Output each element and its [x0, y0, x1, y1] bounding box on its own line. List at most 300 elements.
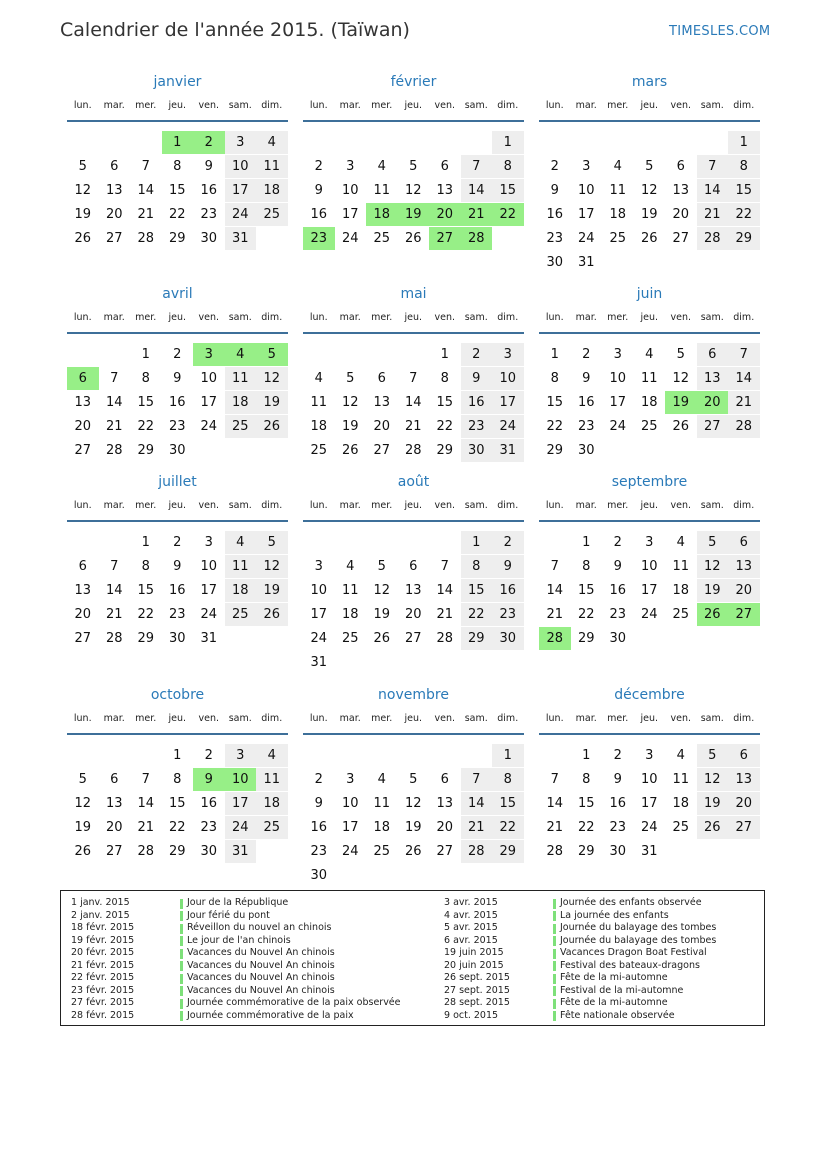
day-cell: 9: [204, 159, 213, 174]
day-cell: 25: [609, 231, 627, 246]
day-cell: 8: [141, 371, 150, 386]
day-cell-holiday: 5: [256, 343, 288, 366]
day-cell-holiday: 6: [67, 367, 99, 390]
day-cell: 16: [310, 820, 328, 835]
day-cell: 10: [225, 155, 257, 178]
day-cell: 3: [225, 131, 257, 154]
day-cell: 25: [672, 820, 690, 835]
day-cell: 28: [546, 844, 564, 859]
day-cell: 20: [105, 207, 123, 222]
day-cell: 15: [728, 179, 760, 202]
weekday-header: mar.: [103, 713, 125, 724]
day-cell: 29: [546, 443, 564, 458]
weekday-header: mer.: [607, 100, 629, 111]
day-cell: 9: [314, 183, 323, 198]
day-cell: 15: [137, 395, 155, 410]
weekday-header: mar.: [575, 312, 597, 323]
day-cell: 6: [697, 343, 729, 366]
day-cell: 7: [110, 559, 119, 574]
day-cell: 6: [676, 159, 685, 174]
legend-date: 19 févr. 2015: [71, 934, 135, 946]
legend-color-marker: [180, 974, 183, 984]
day-cell: 14: [137, 796, 155, 811]
day-cell: 22: [577, 607, 595, 622]
day-cell: 18: [225, 391, 257, 414]
day-cell: 4: [613, 159, 622, 174]
day-cell: 10: [492, 367, 524, 390]
day-cell: 26: [341, 443, 359, 458]
day-cell: 30: [200, 231, 218, 246]
day-cell: 31: [492, 439, 524, 462]
day-cell: 19: [74, 820, 92, 835]
day-cell: 30: [609, 844, 627, 859]
brand-link[interactable]: TIMESLES.COM: [669, 24, 771, 39]
day-cell: 22: [546, 419, 564, 434]
weekday-header: jeu.: [640, 100, 659, 111]
day-cell: 1: [141, 347, 150, 362]
weekday-header: lun.: [545, 312, 564, 323]
day-cell: 2: [613, 535, 622, 550]
day-cell: 20: [404, 607, 422, 622]
day-cell: 12: [74, 183, 92, 198]
day-cell: 1: [440, 347, 449, 362]
day-cell: 22: [168, 820, 186, 835]
day-cell: 7: [697, 155, 729, 178]
day-cell: 13: [404, 583, 422, 598]
day-cell: 3: [346, 159, 355, 174]
day-cell: 4: [645, 347, 654, 362]
day-cell: 4: [377, 772, 386, 787]
weekday-header: jeu.: [640, 312, 659, 323]
day-cell: 25: [672, 607, 690, 622]
day-cell: 9: [461, 367, 493, 390]
day-cell: 13: [105, 796, 123, 811]
legend-color-marker: [180, 999, 183, 1009]
weekday-header: mar.: [103, 500, 125, 511]
day-cell: 8: [173, 772, 182, 787]
day-cell: 22: [137, 607, 155, 622]
day-cell: 9: [613, 559, 622, 574]
day-cell: 29: [168, 231, 186, 246]
day-cell: 26: [404, 231, 422, 246]
weekday-header: ven.: [670, 312, 691, 323]
day-cell: 14: [461, 792, 493, 815]
day-cell-holiday: 19: [398, 203, 430, 226]
day-cell: 6: [377, 371, 386, 386]
day-cell: 1: [728, 131, 760, 154]
day-cell: 10: [577, 183, 595, 198]
day-cell: 19: [404, 820, 422, 835]
day-cell: 30: [492, 627, 524, 650]
day-cell: 6: [440, 159, 449, 174]
day-cell: 3: [492, 343, 524, 366]
day-cell: 23: [461, 415, 493, 438]
day-cell: 25: [373, 231, 391, 246]
weekday-header: ven.: [670, 500, 691, 511]
day-cell: 5: [377, 559, 386, 574]
day-cell-holiday: 28: [539, 627, 571, 650]
weekday-header: mar.: [575, 713, 597, 724]
day-cell: 3: [645, 748, 654, 763]
day-cell: 25: [640, 419, 658, 434]
day-cell: 29: [577, 844, 595, 859]
day-cell: 30: [168, 443, 186, 458]
day-cell: 13: [436, 183, 454, 198]
weekday-header: jeu.: [404, 500, 423, 511]
day-cell: 30: [310, 868, 328, 883]
legend-date: 26 sept. 2015: [444, 972, 510, 983]
day-cell: 16: [609, 796, 627, 811]
day-cell: 7: [440, 559, 449, 574]
day-cell: 23: [609, 820, 627, 835]
day-cell: 5: [409, 159, 418, 174]
day-cell: 11: [672, 559, 690, 574]
weekday-header: sam.: [700, 100, 724, 111]
weekday-header: lun.: [545, 713, 564, 724]
legend-color-marker: [553, 961, 556, 971]
day-cell: 20: [74, 607, 92, 622]
weekday-header: mar.: [575, 500, 597, 511]
day-cell: 29: [137, 443, 155, 458]
weekday-header: mer.: [607, 713, 629, 724]
day-cell: 29: [137, 631, 155, 646]
day-cell: 23: [168, 607, 186, 622]
day-cell: 21: [105, 419, 123, 434]
day-cell: 26: [74, 844, 92, 859]
day-cell: 27: [672, 231, 690, 246]
day-cell: 29: [168, 844, 186, 859]
day-cell: 2: [173, 347, 182, 362]
day-cell-holiday: 9: [193, 768, 225, 791]
day-cell: 7: [110, 371, 119, 386]
day-cell-holiday: 1: [162, 131, 194, 154]
header-rule: [539, 733, 760, 735]
day-cell: 4: [346, 559, 355, 574]
day-cell: 3: [645, 535, 654, 550]
day-cell: 29: [461, 627, 493, 650]
day-cell: 12: [697, 555, 729, 578]
legend-date: 1 janv. 2015: [71, 897, 130, 908]
day-cell: 9: [582, 371, 591, 386]
day-cell: 8: [582, 772, 591, 787]
day-cell: 28: [105, 443, 123, 458]
header-rule: [67, 733, 288, 735]
month-name: septembre: [611, 474, 688, 490]
day-cell-holiday: 4: [225, 343, 257, 366]
day-cell: 16: [168, 583, 186, 598]
legend-date: 6 avr. 2015: [444, 934, 498, 946]
day-cell: 27: [697, 415, 729, 438]
header-rule: [539, 520, 760, 522]
day-cell: 6: [728, 744, 760, 767]
day-cell: 21: [436, 607, 454, 622]
day-cell: 5: [697, 744, 729, 767]
day-cell: 27: [105, 844, 123, 859]
day-cell: 30: [609, 631, 627, 646]
weekday-header: ven.: [434, 100, 455, 111]
day-cell: 1: [582, 535, 591, 550]
day-cell: 30: [577, 443, 595, 458]
legend-date: 28 sept. 2015: [444, 997, 510, 1008]
day-cell: 3: [204, 535, 213, 550]
day-cell: 28: [137, 844, 155, 859]
day-cell: 25: [225, 603, 257, 626]
day-cell: 20: [373, 419, 391, 434]
day-cell: 4: [314, 371, 323, 386]
day-cell: 28: [697, 227, 729, 250]
day-cell: 5: [676, 347, 685, 362]
month-name: avril: [162, 286, 193, 302]
day-cell: 17: [341, 820, 359, 835]
day-cell: 9: [613, 772, 622, 787]
day-cell: 21: [105, 607, 123, 622]
legend-color-marker: [553, 899, 556, 909]
holiday-legend: [60, 890, 765, 1026]
day-cell: 15: [577, 583, 595, 598]
day-cell: 16: [546, 207, 564, 222]
day-cell: 13: [74, 583, 92, 598]
day-cell: 11: [341, 583, 359, 598]
weekday-header: mer.: [135, 713, 157, 724]
day-cell: 12: [640, 183, 658, 198]
day-cell: 2: [492, 531, 524, 554]
header-rule: [67, 120, 288, 122]
day-cell: 23: [609, 607, 627, 622]
legend-color-marker: [553, 949, 556, 959]
day-cell: 2: [613, 748, 622, 763]
day-cell: 13: [436, 796, 454, 811]
day-cell: 21: [728, 391, 760, 414]
day-cell: 26: [256, 603, 288, 626]
day-cell: 30: [461, 439, 493, 462]
day-cell: 24: [640, 607, 658, 622]
weekday-header: ven.: [670, 100, 691, 111]
day-cell: 1: [492, 744, 524, 767]
day-cell: 26: [74, 231, 92, 246]
legend-holiday-name: Journée commémorative de la paix: [187, 1009, 354, 1021]
day-cell: 24: [492, 415, 524, 438]
day-cell-holiday: 28: [461, 227, 493, 250]
day-cell: 23: [546, 231, 564, 246]
day-cell: 29: [577, 631, 595, 646]
day-cell: 9: [492, 555, 524, 578]
day-cell: 2: [173, 535, 182, 550]
day-cell: 25: [225, 415, 257, 438]
day-cell: 13: [697, 367, 729, 390]
day-cell: 18: [256, 792, 288, 815]
day-cell: 10: [200, 371, 218, 386]
weekday-header: sam.: [228, 312, 252, 323]
day-cell-holiday: 22: [492, 203, 524, 226]
day-cell: 11: [373, 796, 391, 811]
day-cell: 17: [640, 796, 658, 811]
day-cell: 12: [373, 583, 391, 598]
day-cell: 14: [546, 583, 564, 598]
day-cell: 30: [546, 255, 564, 270]
weekday-header: mer.: [135, 500, 157, 511]
day-cell: 13: [728, 768, 760, 791]
day-cell: 6: [110, 772, 119, 787]
day-cell: 24: [225, 816, 257, 839]
weekday-header: jeu.: [404, 312, 423, 323]
day-cell: 23: [200, 820, 218, 835]
day-cell: 5: [697, 531, 729, 554]
day-cell: 11: [225, 555, 257, 578]
month-name: janvier: [153, 74, 202, 90]
day-cell: 6: [110, 159, 119, 174]
day-cell: 28: [436, 631, 454, 646]
day-cell: 12: [404, 183, 422, 198]
month-name: février: [390, 74, 437, 90]
day-cell: 18: [672, 796, 690, 811]
weekday-header: ven.: [198, 713, 219, 724]
day-cell: 5: [346, 371, 355, 386]
month-name: juin: [636, 286, 663, 302]
day-cell: 19: [697, 792, 729, 815]
weekday-header: jeu.: [640, 713, 659, 724]
weekday-header: ven.: [434, 312, 455, 323]
weekday-header: mer.: [135, 100, 157, 111]
weekday-header: jeu.: [168, 100, 187, 111]
day-cell: 25: [373, 844, 391, 859]
day-cell: 2: [314, 159, 323, 174]
day-cell: 23: [492, 603, 524, 626]
weekday-header: lun.: [309, 500, 328, 511]
month-name: août: [397, 474, 430, 490]
month-name: octobre: [150, 687, 205, 703]
weekday-header: mer.: [371, 312, 393, 323]
header-rule: [67, 332, 288, 334]
day-cell: 18: [640, 395, 658, 410]
legend-holiday-name: Journée commémorative de la paix observée: [187, 997, 401, 1008]
weekday-header: lun.: [73, 100, 92, 111]
legend-color-marker: [553, 911, 556, 921]
legend-color-marker: [553, 1011, 556, 1021]
legend-date: 28 févr. 2015: [71, 1009, 135, 1021]
day-cell: 23: [200, 207, 218, 222]
day-cell: 28: [137, 231, 155, 246]
day-cell: 22: [577, 820, 595, 835]
weekday-header: jeu.: [404, 100, 423, 111]
legend-holiday-name: Jour de la République: [187, 897, 289, 908]
day-cell: 31: [200, 631, 218, 646]
header-rule: [303, 520, 524, 522]
day-cell: 22: [461, 603, 493, 626]
day-cell: 11: [256, 155, 288, 178]
day-cell: 4: [676, 748, 685, 763]
weekday-header: ven.: [198, 312, 219, 323]
day-cell: 14: [546, 796, 564, 811]
legend-holiday-name: Jour férié du pont: [187, 909, 270, 921]
day-cell: 17: [225, 792, 257, 815]
day-cell-holiday: 23: [303, 227, 335, 250]
day-cell: 21: [697, 203, 729, 226]
day-cell: 7: [409, 371, 418, 386]
day-cell: 9: [314, 796, 323, 811]
legend-color-marker: [553, 974, 556, 984]
day-cell: 3: [582, 159, 591, 174]
weekday-header: mer.: [135, 312, 157, 323]
day-cell: 13: [728, 555, 760, 578]
day-cell: 15: [492, 792, 524, 815]
legend-holiday-name: Réveillon du nouvel an chinois: [187, 922, 332, 933]
legend-date: 4 avr. 2015: [444, 909, 498, 921]
day-cell: 11: [672, 772, 690, 787]
day-cell: 19: [697, 579, 729, 602]
day-cell: 19: [74, 207, 92, 222]
weekday-header: dim.: [261, 100, 283, 111]
weekday-header: ven.: [198, 100, 219, 111]
day-cell: 12: [404, 796, 422, 811]
day-cell: 4: [256, 744, 288, 767]
legend-holiday-name: Journée des enfants observée: [560, 897, 702, 908]
day-cell: 20: [728, 579, 760, 602]
day-cell-holiday: 20: [429, 203, 461, 226]
day-cell: 13: [74, 395, 92, 410]
day-cell: 10: [310, 583, 328, 598]
day-cell: 24: [640, 820, 658, 835]
day-cell-holiday: 2: [193, 131, 225, 154]
day-cell: 20: [74, 419, 92, 434]
day-cell: 17: [200, 395, 218, 410]
day-cell-holiday: 19: [665, 391, 697, 414]
day-cell: 28: [404, 443, 422, 458]
day-cell: 17: [577, 207, 595, 222]
day-cell: 16: [609, 583, 627, 598]
day-cell: 6: [440, 772, 449, 787]
day-cell: 10: [341, 796, 359, 811]
day-cell: 17: [341, 207, 359, 222]
legend-color-marker: [553, 986, 556, 996]
day-cell: 1: [492, 131, 524, 154]
month-name: mars: [631, 74, 668, 90]
weekday-header: mar.: [339, 500, 361, 511]
day-cell: 17: [310, 607, 328, 622]
day-cell: 23: [168, 419, 186, 434]
legend-date: 21 févr. 2015: [71, 959, 135, 971]
legend-holiday-name: Vacances Dragon Boat Festival: [560, 947, 707, 958]
month-name: mai: [400, 286, 427, 302]
day-cell: 11: [225, 367, 257, 390]
weekday-header: jeu.: [640, 500, 659, 511]
weekday-header: mar.: [575, 100, 597, 111]
weekday-header: mar.: [339, 100, 361, 111]
day-cell: 19: [341, 419, 359, 434]
legend-holiday-name: Journée du balayage des tombes: [560, 934, 717, 946]
weekday-header: lun.: [309, 100, 328, 111]
day-cell: 18: [373, 820, 391, 835]
weekday-header: dim.: [497, 100, 519, 111]
day-cell: 8: [492, 768, 524, 791]
day-cell: 25: [310, 443, 328, 458]
day-cell: 14: [436, 583, 454, 598]
month-name: décembre: [614, 687, 685, 703]
legend-date: 20 juin 2015: [444, 959, 504, 971]
day-cell: 31: [225, 227, 257, 250]
day-cell: 4: [676, 535, 685, 550]
weekday-header: jeu.: [168, 500, 187, 511]
day-cell: 29: [436, 443, 454, 458]
day-cell: 7: [141, 772, 150, 787]
day-cell: 11: [256, 768, 288, 791]
weekday-header: mar.: [339, 312, 361, 323]
legend-holiday-name: Festival de la mi-automne: [560, 984, 684, 996]
day-cell: 9: [173, 559, 182, 574]
day-cell: 20: [672, 207, 690, 222]
day-cell: 14: [105, 583, 123, 598]
legend-holiday-name: Vacances du Nouvel An chinois: [187, 984, 335, 996]
day-cell: 2: [550, 159, 559, 174]
